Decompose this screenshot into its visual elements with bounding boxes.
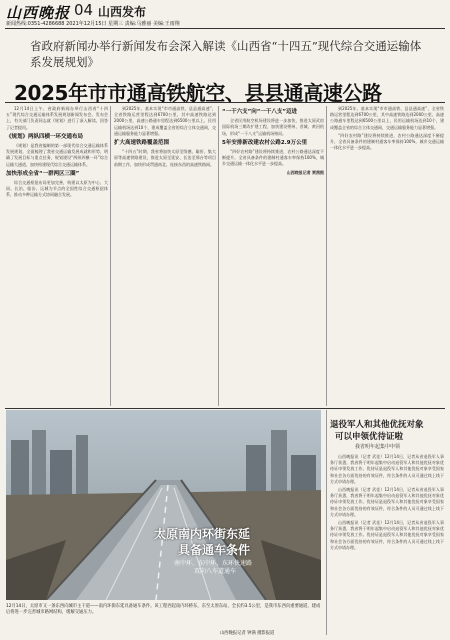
photo-illustration: [6, 410, 321, 600]
side-article-paragraph: 山西晚报讯（记者 武佳）12月14日，记者从省退役军人事务厅获悉，我省将于明年起集中启动退役军人和其他优抚对象优待证申领发放工作。优待证是退役军人和其他优抚对象享受国家和社会各方面优待的有效证件，符合条件的人员可通过线上线下方式申请办理。: [330, 487, 444, 517]
article-column-4: [330, 106, 444, 406]
subhead-airports: “一干六支”向“一干八支”迈进: [222, 109, 297, 115]
page-number: 04: [74, 1, 94, 19]
side-article-paragraph: 山西晚报讯（记者 武佳）12月14日，记者从省退役军人事务厅获悉，我省将于明年起集中启动退役军人和其他优抚对象优待证申领发放工作。优待证是退役军人和其他优抚对象享受国家和社会各方面优待的有效证件，符合条件的人员可通过线上线下方式申请办理。: [330, 520, 444, 550]
photo-overlay-sub: 南中环、东中环、东环快速路: [174, 560, 253, 567]
subhead-layout: 《规划》两纵四横一环交通布局: [6, 133, 84, 140]
kicker-headline: 省政府新闻办举行新闻发布会深入解读《山西省“十四五”现代综合交通运输体系发展规划》: [30, 39, 422, 69]
article-byline: 山西晚报记者 贾茜熙: [286, 169, 324, 175]
side-article-title: 退役军人和其他优抚对象: [330, 420, 424, 430]
section-title: 山西发布: [98, 5, 147, 19]
photo-caption: 12月14日，太原市又一条东西向城市主干道——南内环街东延具备通车条件。该工程西起南内环桥东，东至太原东站，全长约3.5公里，是我市东西向重要通道，建成后将进一步完善城市路网结构，缓解交通压力。: [6, 604, 321, 615]
side-article-body: [330, 454, 444, 634]
article-paragraph: 到2025年，基本实现“市市通高铁、县县通高速”，全省铁路运营里程达到6700公里，其中高速铁路达到2000公里，高速公路通车里程达到6500公里以上，民用运输机场达到10个，建成覆盖全省的综合立体交通网，交通运输服务能力显著增强。: [114, 106, 216, 136]
article-paragraph: 《规划》是我省编制的第一部现代综合交通运输体系发展规划，全面梳理了我省交通运输发展成就和形势，明确了发展目标与重点任务，规划建设“两纵四横一环”综合运输大通道，加快构建现代综合交通运输体系。: [6, 143, 108, 167]
subhead-hubs: 加快形成全省“一群两区三圈”: [6, 170, 80, 177]
column-divider: [326, 410, 327, 635]
article-paragraph: 到2025年，基本实现“市市通高铁、县县通高速”，全省铁路运营里程达到6700公里，其中高速铁路达到2000公里，高速公路通车里程达到6500公里以上，民用运输机场达到10个，建成覆盖全省的综合立体交通网，交通运输服务能力显著增强。: [330, 106, 444, 130]
article-column-1: [6, 106, 108, 406]
article-paragraph: “四好农村路”建设将持续推进，农村公路通达深度不断提升，全省具备条件的建制村通客车率保持100%，城乡交通运输一体化水平进一步提高。: [330, 132, 444, 151]
column-divider: [218, 106, 219, 406]
article-intro: 12月14日上午，省政府新闻办举行山西省“十四五”现代综合交通运输体系发展规划新闻发布会。发布会上，有关部门负责同志就《规划》进行了深入解读，回答了记者提问。: [6, 106, 108, 130]
masthead: [0, 0, 450, 22]
side-article-subtitle: 我省明年起集中申领: [355, 444, 401, 450]
masthead-info: 新闻热线:0351-4286688 2021年12月15日 星期三 责编:马雅丽 美编:王雨翔: [6, 21, 180, 27]
article-paragraph: “十四五”时期，我省将加快太原至绥德、雄忻、集大原等高速铁路建设，推进太原至延安、长治至邢台等项目前期工作，加快形成贯通南北、连接东西的高速铁路网。: [114, 149, 216, 167]
article-column-3: [222, 106, 324, 406]
newspaper-logo: 山西晚报: [6, 4, 71, 22]
side-article-title-2: 可以申领优待证啦: [335, 432, 404, 442]
column-divider: [326, 106, 327, 406]
headline-rule: [5, 102, 445, 103]
article-paragraph: 全省民用航空机场建设将进一步加快，推进太原武宿国际机场三期改扩建工程，加快建设朔州、晋城、黄河机场，形成“一干八支”运输机场格局。: [222, 118, 324, 136]
subhead-rail: 扩大高速铁路覆盖范围: [114, 140, 170, 147]
article-column-2: [114, 106, 216, 406]
article-paragraph: 综合交通枢纽布局更加完善，构建以太原为中心、大同、长治、临汾、运城为节点的全国性综合交通枢纽体系，推动多种运输方式协同融合发展。: [6, 180, 108, 198]
column-divider: [110, 106, 111, 406]
photo-credit: 山西晚报记者 钟满 摄影报道: [220, 631, 275, 636]
photo-overlay-sub-2: 双向八车道通车: [194, 568, 237, 575]
photo-overlay-title: 太原南内环街东延: [154, 527, 251, 541]
section-rule: [5, 408, 445, 409]
photo-overlay-title-2: 具备通车条件: [178, 543, 251, 557]
side-article-paragraph: 山西晚报讯（记者 武佳）12月14日，记者从省退役军人事务厅获悉，我省将于明年起集中启动退役军人和其他优抚对象优待证申领发放工作。优待证是退役军人和其他优抚对象享受国家和社会各方面优待的有效证件，符合条件的人员可通过线上线下方式申请办理。: [330, 454, 444, 484]
article-paragraph: “四好农村路”建设将持续推进，农村公路通达深度不断提升，全省具备条件的建制村通客车率保持100%，城乡交通运输一体化水平进一步提高。: [222, 149, 324, 167]
news-photo: [6, 410, 321, 600]
main-headline: 2025年市市通高铁航空、县县通高速公路: [14, 81, 382, 105]
top-rule: [5, 28, 445, 29]
subhead-rural-roads: 5年安排新改建农村公路2.9万公里: [222, 139, 308, 146]
